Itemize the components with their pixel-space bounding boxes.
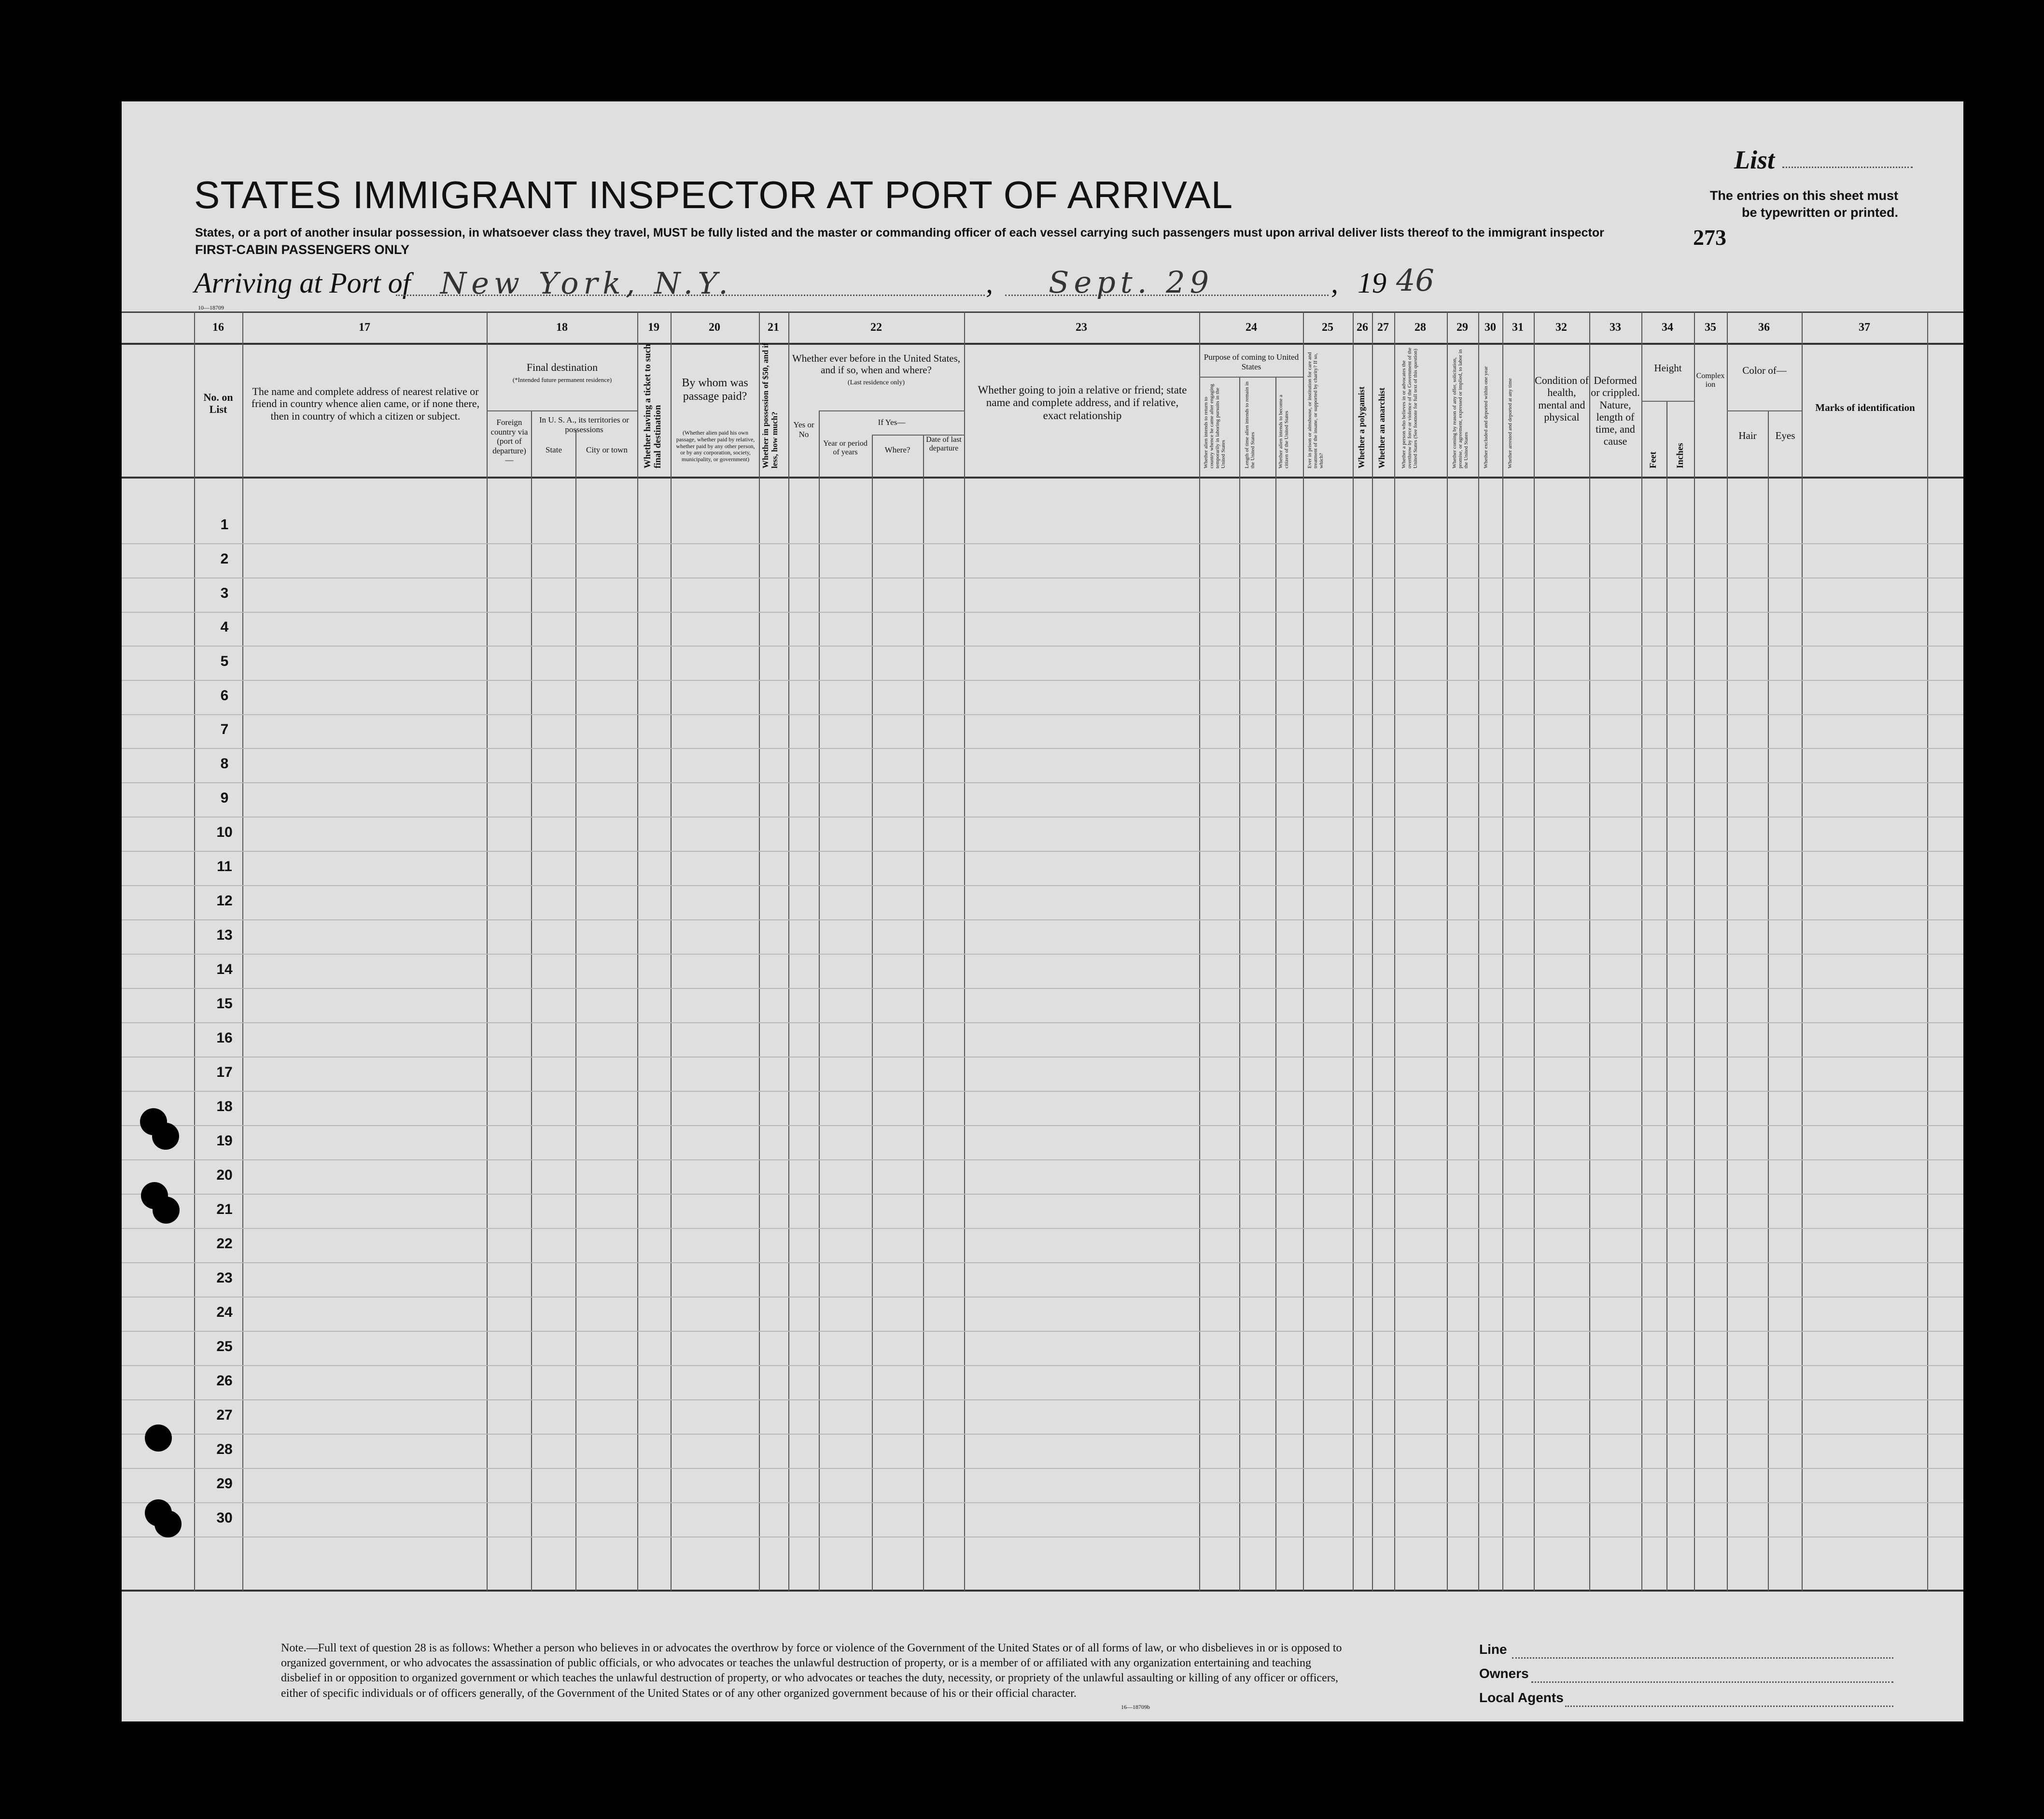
column-number: 28	[1414, 321, 1426, 334]
header-where: Where?	[884, 445, 910, 454]
header-excluded: Whether excluded and deported within one year	[1483, 366, 1489, 468]
comma: ,	[986, 267, 993, 299]
header-purpose-length: Length of time alien intends to remain in the United States	[1244, 381, 1256, 468]
sheet-number: 273	[1693, 225, 1726, 250]
row-number: 29	[216, 1476, 233, 1492]
row-number: 28	[216, 1441, 233, 1457]
header-no-on-list: No. on List	[203, 391, 233, 416]
header-nearest-relative: The name and complete address of nearest relative or friend in country whence alien came, or if none there, then in country of which a citizen or subject.	[251, 385, 480, 422]
list-line	[1782, 167, 1913, 168]
column-number: 35	[1705, 321, 1716, 334]
owners-label: Owners	[1479, 1666, 1529, 1681]
year-value: 46	[1396, 263, 1434, 298]
header-eyes: Eyes	[1775, 430, 1795, 441]
row-number: 3	[220, 585, 229, 601]
row-number: 2	[220, 551, 229, 567]
row-number: 16	[216, 1030, 233, 1046]
row-number: 18	[216, 1099, 233, 1114]
header-ticket: Whether having a ticket to such final destination	[643, 344, 663, 468]
column-number: 34	[1662, 321, 1673, 334]
header-year: Year or period of years	[823, 439, 868, 457]
header-complexion: Complexion	[1696, 372, 1725, 389]
punch-hole	[153, 1197, 180, 1224]
row-number: 15	[216, 996, 233, 1012]
column-number: 33	[1610, 321, 1621, 334]
column-number: 37	[1859, 321, 1870, 334]
column-number: 20	[709, 321, 720, 334]
row-number: 6	[220, 688, 229, 704]
row-number: 11	[217, 859, 232, 874]
comma: ,	[1331, 267, 1338, 299]
row-number: 9	[220, 790, 229, 806]
header-final-destination-note: (*Intended future permanent residence)	[512, 376, 612, 383]
header-inches: Inches	[1675, 443, 1685, 468]
header-bottom-border	[122, 477, 1963, 479]
header-hair: Hair	[1738, 430, 1757, 441]
header-polygamist: Whether a polygamist	[1357, 386, 1366, 468]
form-code: 10—18709	[198, 304, 224, 311]
instruction-text: The entries on this sheet must be typewritten or printed.	[1709, 188, 1898, 220]
header-city: City or town	[586, 445, 628, 454]
header-passage-paid: By whom was passage paid?	[682, 377, 748, 403]
header-final-destination: Final destination	[526, 361, 598, 373]
row-number: 20	[216, 1167, 233, 1183]
date-value: Sept. 29	[1049, 265, 1214, 300]
header-health: Condition of health, mental and physical	[1535, 374, 1589, 423]
punch-hole	[154, 1510, 182, 1537]
header-prison: Ever in prison or almshouse, or institution for care and treatment of the insane, or supported by charity? If so, which?	[1307, 352, 1325, 468]
line-label: Line	[1479, 1642, 1507, 1657]
agents-label: Local Agents	[1479, 1690, 1564, 1705]
column-number: 23	[1076, 321, 1087, 334]
column-number-border	[122, 343, 1963, 345]
table-bottom-border	[122, 1590, 1963, 1592]
header-purpose-citizen: Whether alien intends to become a citizen of the United States	[1278, 395, 1290, 468]
header-date-departure: Date of last departure	[926, 436, 962, 453]
header-in-usa: In U. S. A., its territories or possessions	[539, 415, 630, 434]
header-if-yes: If Yes—	[878, 418, 906, 427]
header-labor-offer: Whether coming by reason of any offer, solicitation, promise, or agreement, expressed or implied, to labor in the United States	[1452, 349, 1470, 468]
manifest-sheet	[122, 101, 1963, 1721]
row-number: 23	[216, 1270, 233, 1286]
column-number: 31	[1512, 321, 1524, 334]
column-number: 36	[1758, 321, 1770, 334]
column-number: 16	[212, 321, 224, 334]
line-field	[1512, 1657, 1893, 1659]
column-number: 30	[1484, 321, 1496, 334]
row-number: 5	[220, 653, 229, 669]
header-yes-no: Yes or No	[793, 420, 814, 439]
header-marks: Marks of identification	[1815, 402, 1915, 413]
header-arrested: Whether arrested and deported at any time	[1507, 378, 1513, 468]
header-fifty-dollars: Whether in possession of $50, and if less, how much?	[761, 343, 779, 468]
header-overthrow: Whether a person who believes in or advocates the overthrow by force or violence of the Government of the United States (See footnote for full text of this question)	[1401, 347, 1419, 468]
footnote-question-28: Note.—Full text of question 28 is as follows: Whether a person who believes in or advocates the overthrow by force or violence of the Government of the United States or of all forms of law, or who disbelieves in or is opposed to organized government, or who advocates the assassination of public officials, or who advocates or teaches the unlawful destruction of property, or is a member of or affiliated with any organization entertaining and teaching disbelief in or opposition to organized government or which teaches the unlawful destruction of property, or who advocates or teaches the duty, necessity, or propriety of the unlawful assaulting or killing of any officer or officers, either of specific individuals or of officers generally, of the Government of the United States or of any other organized government because of his or their official character.	[281, 1642, 1342, 1700]
header-ever-before: Whether ever before in the United States, and if so, when and where?	[792, 353, 961, 376]
list-label: List	[1734, 145, 1775, 174]
agents-field	[1565, 1706, 1893, 1707]
header-height: Height	[1654, 362, 1682, 374]
header-purpose: Purpose of coming to United States	[1204, 353, 1299, 371]
row-number: 17	[216, 1064, 233, 1080]
column-number: 18	[556, 321, 568, 334]
column-number: 22	[870, 321, 882, 334]
column-number: 32	[1555, 321, 1567, 334]
row-number: 12	[216, 893, 233, 909]
port-value: New York, N.Y.	[440, 266, 733, 301]
row-number: 7	[220, 721, 229, 737]
column-number: 27	[1377, 321, 1389, 334]
intro-line: States, or a port of another insular possession, in whatsoever class they travel, MUST be fully listed and the master or commanding officer of each vessel carrying such passengers must upon arrival deliver lists thereof to the immigrant inspector	[195, 226, 1604, 240]
row-number: 1	[220, 517, 229, 533]
row-number: 25	[216, 1339, 233, 1354]
header-last-residence: (Last residence only)	[847, 379, 905, 386]
row-number: 30	[216, 1510, 233, 1526]
header-anarchist: Whether an anarchist	[1377, 387, 1386, 468]
row-number: 26	[216, 1373, 233, 1389]
table-top-border	[122, 311, 1963, 313]
header-deformed: Deformed or crippled. Nature, length of time, and cause	[1591, 374, 1640, 448]
year-prefix: 19	[1358, 267, 1386, 299]
row-number: 21	[216, 1201, 233, 1217]
punch-hole	[145, 1424, 172, 1452]
column-number: 26	[1357, 321, 1368, 334]
arriving-label: Arriving at Port of	[194, 267, 411, 299]
footnote-form-code: 16—18709b	[1121, 1704, 1150, 1710]
row-number: 24	[216, 1304, 233, 1320]
row-number: 10	[216, 824, 233, 840]
row-number: 4	[220, 619, 229, 635]
header-feet: Feet	[1648, 451, 1658, 468]
class-line: FIRST-CABIN PASSENGERS ONLY	[195, 242, 410, 257]
header-foreign-country: Foreign country via (port of departure)—	[490, 418, 528, 465]
header-purpose-return: Whether alien intends to return to country whence he came after engaging temporarily in laboring pursuits in the United States	[1203, 384, 1227, 468]
column-number: 17	[359, 321, 370, 334]
header-state: State	[546, 445, 562, 454]
row-number: 19	[216, 1133, 233, 1149]
row-number: 14	[216, 961, 233, 977]
header-join-relative: Whether going to join a relative or friend; state name and complete address, and if relative, exact relationship	[978, 384, 1187, 422]
row-number: 22	[216, 1236, 233, 1252]
row-number: 27	[216, 1407, 233, 1423]
column-number: 24	[1246, 321, 1257, 334]
header-color-of: Color of—	[1742, 365, 1787, 376]
row-number: 8	[220, 756, 229, 772]
owners-field	[1531, 1681, 1893, 1683]
column-number: 29	[1456, 321, 1468, 334]
column-number: 19	[648, 321, 659, 334]
punch-hole	[152, 1123, 179, 1150]
header-passage-paid-note: (Whether alien paid his own passage, whether paid by relative, whether paid by any other person, or by any corporation, society, municipality, or government)	[676, 429, 755, 463]
row-number: 13	[216, 927, 233, 943]
column-number: 21	[768, 321, 779, 334]
column-number: 25	[1322, 321, 1333, 334]
form-title: STATES IMMIGRANT INSPECTOR AT PORT OF ARRIVAL	[194, 173, 1233, 216]
